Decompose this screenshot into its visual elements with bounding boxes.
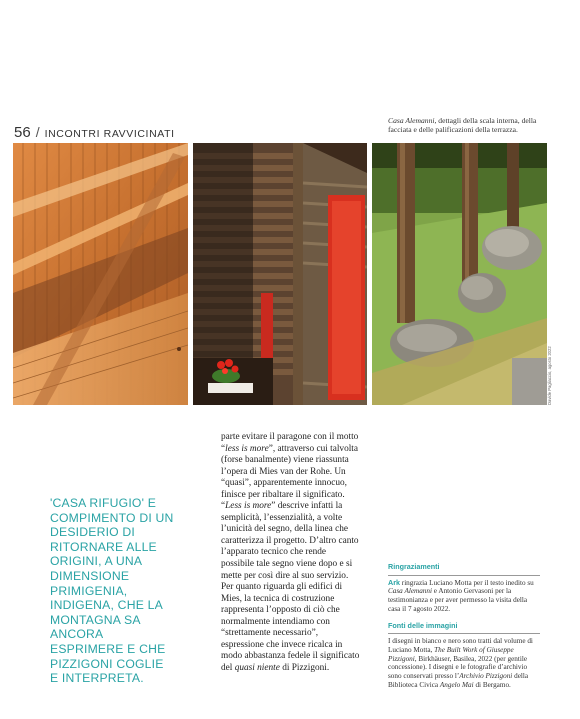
thanks-heading: Ringraziamenti — [388, 562, 440, 571]
caption-run: , dettagli della scala interna, della facciata e delle palificazioni della terrazza. — [388, 116, 537, 134]
sources-run: della Biblioteca Civica — [388, 672, 529, 689]
terrace-posts-rocks-photo — [372, 143, 547, 405]
body-run: ”, attraverso cui talvolta (forse banalmente) viene riassunta l’opera di Mies van der Rohe. Un “quasi”, apparentemente innocuo, finisce per ribaltare il significato. “ — [221, 443, 359, 512]
photo-caption — [388, 116, 538, 134]
article-body-column — [221, 432, 361, 674]
pull-quote: 'CASA RIFUGIO' E COMPIMENTO DI UN DESIDERIO DI RITORNARE ALLE ORIGINI, A UNA DIMENSIONE PRIMIGENIA, INDIGENA, CHE LA MONTAGNA SA ANCORA ESPRIMERE E CHE PIZZIGONI COGLIE E INTERPRETA. — [50, 496, 174, 686]
body-run: quasi niente — [234, 662, 280, 673]
thanks-run: e Antonio Gervasoni per la testimonianza e per aver permesso la visita della casa il 7 agosto 2022. — [388, 587, 528, 613]
article-paragraph — [221, 432, 361, 674]
thanks-run: ringrazia Luciano Motta per il testo inedito su — [400, 578, 534, 587]
thanks-paragraph — [388, 579, 540, 614]
sources-run: I disegni in bianco e nero sono tratti dal volume di Luciano Motta, — [388, 637, 533, 654]
interior-staircase-wood-photo — [13, 143, 188, 405]
photo-credit: Davide Pagliaccio, agosto 2022 — [547, 346, 552, 405]
divider — [388, 575, 540, 576]
body-run: parte evitare il paragone con il motto “ — [221, 432, 359, 454]
image-sources-heading: Fonti delle immagini — [388, 620, 458, 630]
body-run: ” descrive infatti la semplicità, l’essenzialità, a volte l’unicità del segno, della linea che caratterizza il progetto. D’altro canto l’apparato tecnico che rende possibile tale segno viene dopo e si mette per così dire al suo servizio. Per quanto riguarda gli edifici di Mies, la tecnica di costruzione rappresenta l’opposto di ciò che normalmente intendiamo con “strettamente necessario”, espressione che invece ricalca in modo abbastanza fedele il significato del — [221, 501, 360, 673]
sources-run: Angelo Mai — [439, 680, 474, 689]
body-run: less is more — [225, 443, 269, 454]
page-header — [14, 124, 175, 141]
body-run: Less is more — [225, 501, 272, 512]
body-run: di Pizzigoni. — [279, 662, 330, 673]
log-facade-red-window-photo — [193, 143, 367, 405]
caption-run: Casa Alemanni — [388, 116, 435, 125]
credits-sidebar — [388, 563, 540, 697]
thanks-run: Casa Alemanni — [388, 587, 432, 596]
thanks-run: Ark — [388, 577, 400, 587]
sources-run: Archivio Pizzigoni — [459, 672, 513, 681]
sources-run: The Built Work of Giuseppe Pizzigoni — [388, 645, 514, 663]
image-sources-paragraph — [388, 637, 540, 689]
section-title: INCONTRI RAVVICINATI — [44, 128, 175, 140]
divider — [388, 633, 540, 634]
page-number: 56 — [14, 124, 31, 141]
sources-run: di Bergamo. — [473, 680, 511, 689]
sources-run: , Birkhäuser, Basilea, 2022 (per gentile concessione). I disegni e le fotografie d’archivio sono conservati presso l’ — [388, 654, 528, 681]
header-slash: / — [35, 124, 40, 140]
